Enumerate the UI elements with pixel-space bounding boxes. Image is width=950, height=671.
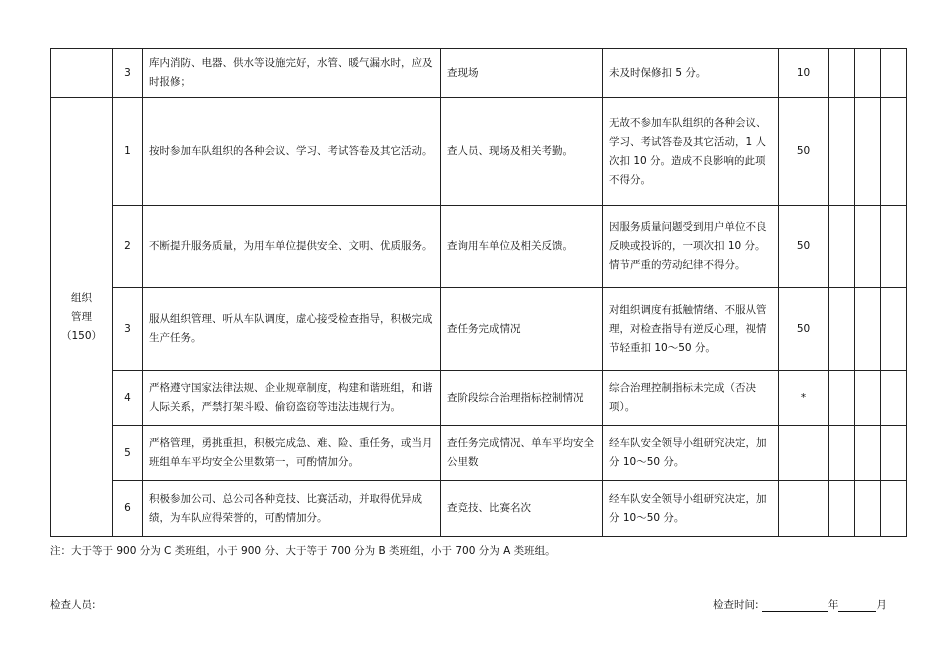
score-cell: 50 — [779, 98, 829, 206]
row-number: 3 — [113, 288, 143, 371]
row-number: 1 — [113, 98, 143, 206]
method-cell: 查任务完成情况、单车平均安全公里数 — [441, 426, 603, 481]
row-number: 2 — [113, 206, 143, 288]
table-row — [51, 49, 907, 98]
month-blank[interactable] — [838, 599, 876, 612]
blank-cell — [881, 98, 907, 206]
score-cell: * — [779, 371, 829, 426]
table-row — [51, 481, 907, 537]
deduction-cell: 经车队安全领导小组研究决定，加分 10～50 分。 — [603, 481, 779, 537]
blank-cell — [881, 371, 907, 426]
blank-cell — [829, 206, 855, 288]
row-number: 5 — [113, 426, 143, 481]
deduction-cell: 因服务质量问题受到用户单位不良反映或投诉的，一项次扣 10 分。情节严重的劳动纪律不得分。 — [603, 206, 779, 288]
score-cell — [779, 481, 829, 537]
blank-cell — [855, 481, 881, 537]
method-cell: 查阶段综合治理指标控制情况 — [441, 371, 603, 426]
blank-cell — [829, 481, 855, 537]
standard-cell: 库内消防、电器、供水等设施完好，水管、暖气漏水时，应及时报修； — [143, 49, 441, 98]
blank-cell — [829, 98, 855, 206]
table-row — [51, 98, 907, 206]
inspection-time-label: 检查时间: — [713, 599, 759, 611]
blank-cell — [881, 481, 907, 537]
blank-cell — [881, 426, 907, 481]
inspection-time — [713, 597, 887, 612]
category-line-2: 管理 — [71, 310, 92, 323]
standard-cell: 服从组织管理、听从车队调度，虚心接受检查指导，积极完成生产任务。 — [143, 288, 441, 371]
standard-cell: 按时参加车队组织的各种会议、学习、考试答卷及其它活动。 — [143, 98, 441, 206]
row-number: 4 — [113, 371, 143, 426]
table-row — [51, 206, 907, 288]
deduction-cell: 对组织调度有抵触情绪、不服从管理，对检查指导有逆反心理，视情节轻重扣 10～50 分。 — [603, 288, 779, 371]
year-blank[interactable] — [762, 599, 828, 612]
score-cell: 50 — [779, 288, 829, 371]
method-cell: 查询用车单位及相关反馈。 — [441, 206, 603, 288]
method-cell: 查人员、现场及相关考勤。 — [441, 98, 603, 206]
year-label: 年 — [827, 599, 839, 611]
blank-cell — [855, 206, 881, 288]
deduction-cell: 未及时保修扣 5 分。 — [603, 49, 779, 98]
standard-cell: 严格管理，勇挑重担，积极完成急、难、险、重任务，或当月班组单车平均安全公里数第一，可酌情加分。 — [143, 426, 441, 481]
score-cell: 50 — [779, 206, 829, 288]
assessment-table — [50, 48, 907, 537]
category-cell — [51, 98, 113, 537]
footnote: 注：大于等于 900 分为 C 类班组，小于 900 分、大于等于 700 分为 B 类班组，小于 700 分为 A 类班组。 — [50, 545, 556, 557]
row-number: 3 — [113, 49, 143, 98]
standard-cell: 积极参加公司、总公司各种竞技、比赛活动，并取得优异成绩，为车队应得荣誉的，可酌情加分。 — [143, 481, 441, 537]
inspector-label: 检查人员: — [50, 599, 96, 611]
blank-cell — [855, 49, 881, 98]
standard-cell: 严格遵守国家法律法规、企业规章制度，构建和谐班组，和谐人际关系，严禁打架斗殴、偷窃盗窃等违法违规行为。 — [143, 371, 441, 426]
table-row — [51, 288, 907, 371]
category-line-1: 组织 — [71, 291, 92, 304]
blank-cell — [881, 49, 907, 98]
blank-cell — [855, 426, 881, 481]
blank-cell — [829, 371, 855, 426]
score-cell: 10 — [779, 49, 829, 98]
blank-cell — [855, 288, 881, 371]
row-number: 6 — [113, 481, 143, 537]
score-cell — [779, 426, 829, 481]
blank-cell — [855, 98, 881, 206]
blank-cell — [829, 426, 855, 481]
table-row — [51, 426, 907, 481]
deduction-cell: 经车队安全领导小组研究决定，加分 10～50 分。 — [603, 426, 779, 481]
category-cell-empty — [51, 49, 113, 98]
blank-cell — [829, 49, 855, 98]
method-cell: 查竞技、比赛名次 — [441, 481, 603, 537]
standard-cell: 不断提升服务质量，为用车单位提供安全、文明、优质服务。 — [143, 206, 441, 288]
category-line-3: （150） — [60, 329, 103, 342]
blank-cell — [881, 288, 907, 371]
deduction-cell: 无故不参加车队组织的各种会议、学习、考试答卷及其它活动，1 人次扣 10 分。造成不良影响的此项不得分。 — [603, 98, 779, 206]
method-cell: 查现场 — [441, 49, 603, 98]
table-row — [51, 371, 907, 426]
month-label: 月 — [876, 599, 887, 611]
blank-cell — [829, 288, 855, 371]
blank-cell — [881, 206, 907, 288]
blank-cell — [855, 371, 881, 426]
method-cell: 查任务完成情况 — [441, 288, 603, 371]
deduction-cell: 综合治理控制指标未完成（否决项）。 — [603, 371, 779, 426]
